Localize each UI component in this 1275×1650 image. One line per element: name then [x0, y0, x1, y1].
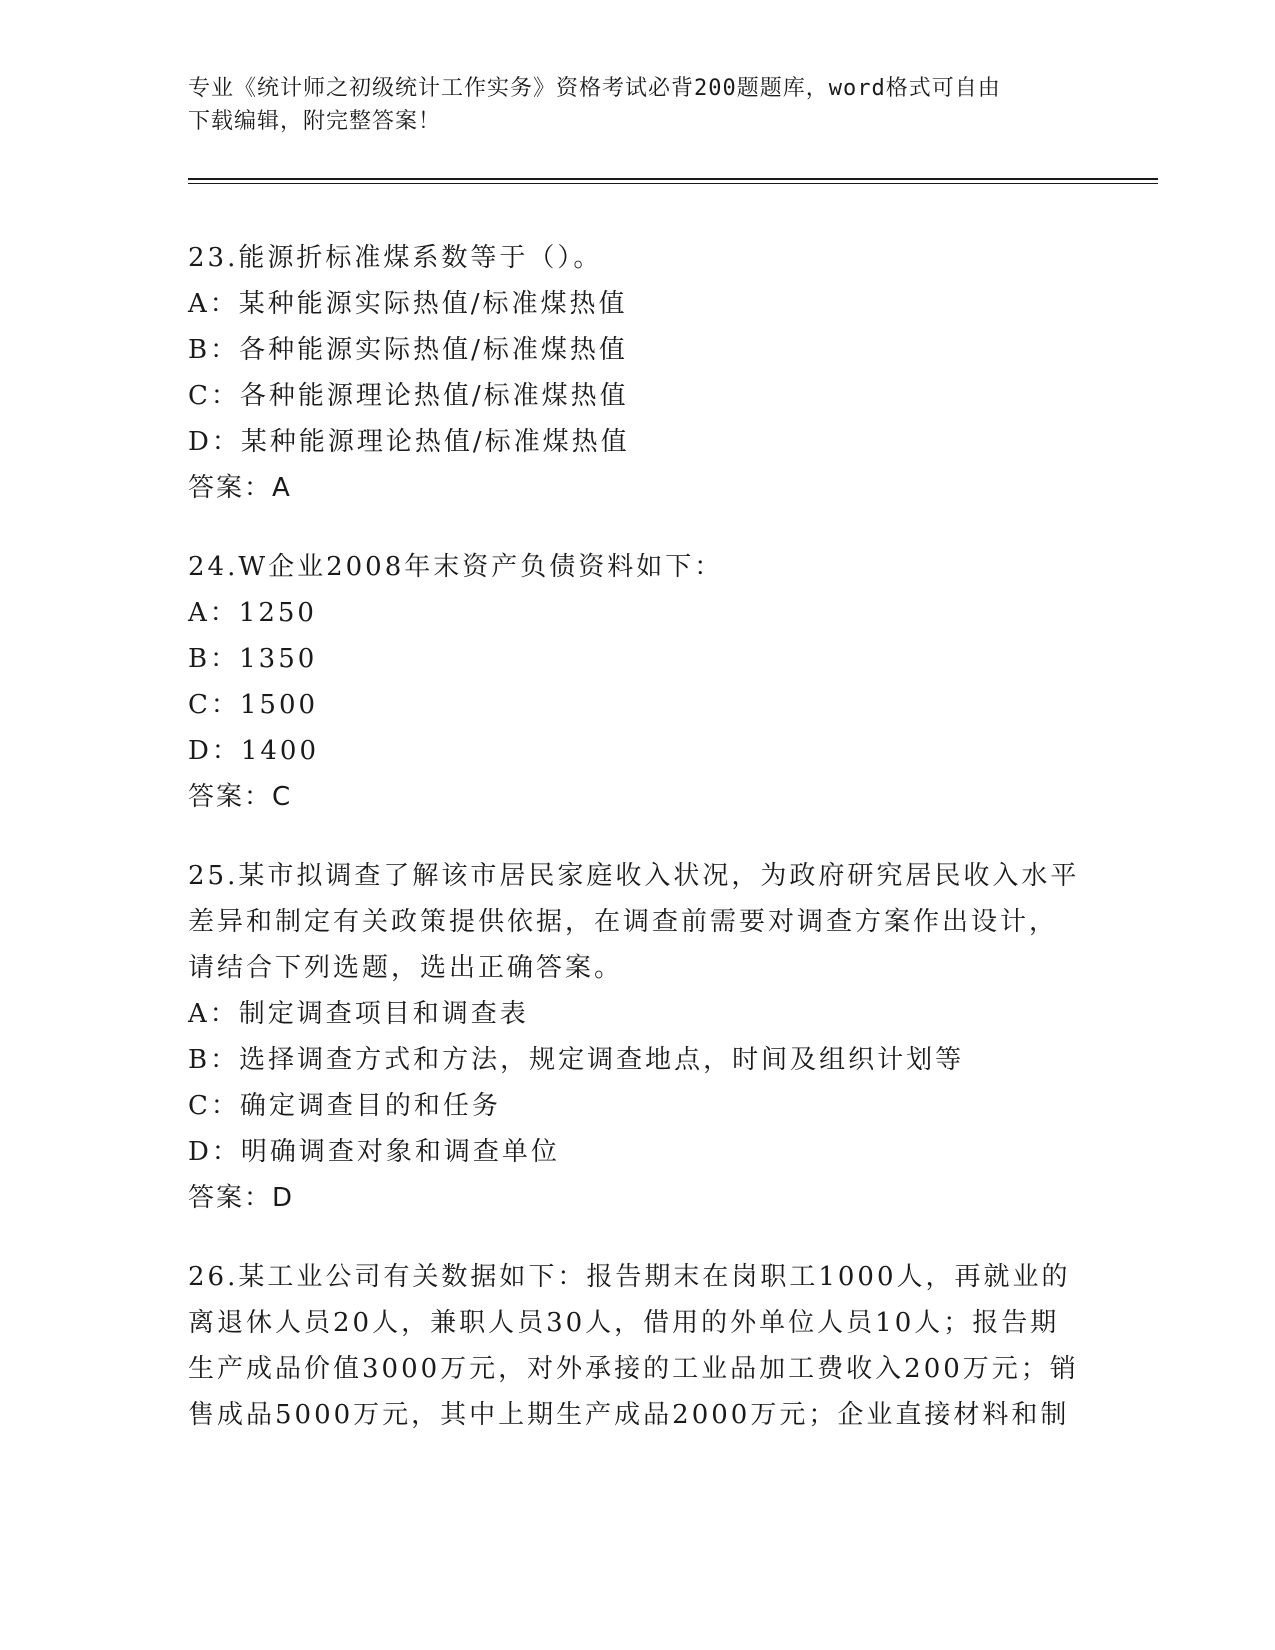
question-stem: 24.W企业2008年末资产负债资料如下：: [188, 552, 724, 582]
option-a: A：1250: [188, 598, 317, 628]
question-stem-line: 25.某市拟调查了解该市居民家庭收入状况，为政府研究居民收入水平: [188, 861, 1080, 891]
option-b: B：1350: [188, 644, 318, 674]
question-list: [188, 235, 1088, 1471]
question-stem-line: 离退休人员20人，兼职人员30人，借用的外单位人员10人；报告期: [188, 1308, 1060, 1338]
question-stem-line: 26.某工业公司有关数据如下：报告期末在岗职工1000人，再就业的: [188, 1262, 1071, 1292]
option-c: C：确定调查目的和任务: [188, 1091, 501, 1121]
option-b: B：选择调查方式和方法，规定调查地点，时间及组织计划等: [188, 1045, 965, 1075]
question-25: [188, 853, 1088, 1221]
option-c: C：各种能源理论热值/标准煤热值: [188, 381, 629, 411]
option-c: C：1500: [188, 690, 319, 720]
option-d: D：明确调查对象和调查单位: [188, 1137, 560, 1167]
question-23: [188, 235, 1088, 511]
option-a: A：某种能源实际热值/标准煤热值: [188, 289, 628, 319]
question-26: [188, 1254, 1088, 1438]
question-stem-line: 生产成品价值3000万元，对外承接的工业品加工费收入200万元；销: [188, 1354, 1079, 1384]
question-stem-line: 请结合下列选题，选出正确答案。: [188, 953, 624, 983]
answer-line: 答案：C: [188, 782, 293, 812]
question-stem: 23.能源折标准煤系数等于（）。: [188, 243, 603, 273]
header-divider-thin: [188, 183, 1158, 184]
option-b: B：各种能源实际热值/标准煤热值: [188, 335, 628, 365]
answer-line: 答案：A: [188, 473, 292, 503]
header-divider-thick: [188, 178, 1158, 180]
question-stem-line: 差异和制定有关政策提供依据，在调查前需要对调查方案作出设计，: [188, 907, 1059, 937]
option-d: D：某种能源理论热值/标准煤热值: [188, 427, 630, 457]
option-a: A：制定调查项目和调查表: [188, 999, 529, 1029]
header-line-2: 下载编辑，附完整答案！: [188, 109, 442, 134]
document-header: [188, 72, 1088, 138]
header-line-1: 专业《统计师之初级统计工作实务》资格考试必背200题题库，word格式可自由: [188, 76, 1001, 101]
answer-line: 答案：D: [188, 1183, 295, 1213]
question-stem-line: 售成品5000万元，其中上期生产成品2000万元；企业直接材料和制: [188, 1400, 1070, 1430]
option-d: D：1400: [188, 736, 320, 766]
question-24: [188, 544, 1088, 820]
